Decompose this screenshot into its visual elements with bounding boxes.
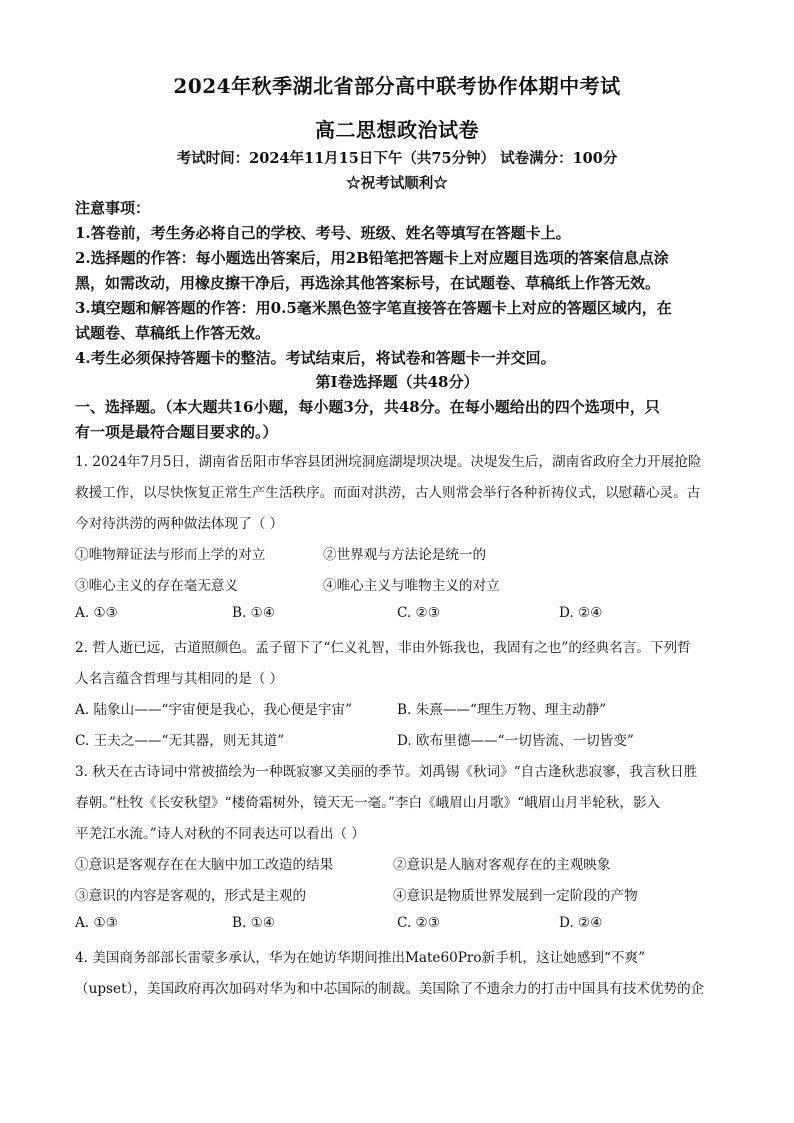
q1-stem-line-1: 1. 2024年7月5日，湖南省岳阳市华容县团洲垸洞庭湖堤坝决堤。决堤发生后，湖南省政府全力开展抢险 <box>75 454 702 470</box>
q1-option-a: A. ①③ <box>75 605 118 621</box>
q3-statement-3: ③意识的内容是客观的，形式是主观的 <box>75 888 307 904</box>
q3-option-a: A. ①③ <box>75 915 118 931</box>
q2-option-c: C. 王夫之——“无其器，则无其道” <box>75 733 285 749</box>
notice-item-2-line-1: 2.选择题的作答：每小题选出答案后，用2B铅笔把答题卡上对应题目选项的答案信息点涂 <box>75 249 669 267</box>
part-1-heading: 第Ⅰ卷选择题（共48分） <box>315 373 479 391</box>
q3-statement-1: ①意识是客观存在在大脑中加工改造的结果 <box>75 857 334 873</box>
q1-statement-2: ②世界观与方法论是统一的 <box>323 547 487 563</box>
q2-stem-line-2: 人名言蕴含哲理与其相同的是（ ） <box>75 671 284 687</box>
q3-option-b: B. ①④ <box>232 915 276 931</box>
q2-option-b: B. 朱熹——“理生万物、理主动静” <box>397 702 607 718</box>
q3-stem-line-2: 春朝。”杜牧《长安秋望》“楼倚霜树外，镜天无一毫。”李白《峨眉山月歌》“峨眉山月半轮秋，影入 <box>75 795 661 811</box>
notice-item-1: 1.答卷前，考生务必将自己的学校、考号、班级、姓名等填写在答题卡上。 <box>75 224 571 242</box>
q1-statement-4: ④唯心主义与唯物主义的对立 <box>323 578 500 594</box>
exam-title: 2024年秋季湖北省部分高中联考协作体期中考试 <box>173 74 621 98</box>
q4-stem-line-1: 4. 美国商务部部长雷蒙多承认，华为在她访华期间推出Mate60Pro新手机，这让她感到“不爽” <box>75 950 646 966</box>
q2-option-a: A. 陆象山——“宇宙便是我心，我心便是宇宙” <box>75 702 353 718</box>
exam-info: 考试时间：2024年11月15日下午（共75分钟） 试卷满分：100分 <box>176 150 618 167</box>
q3-stem-line-1: 3. 秋天在古诗词中常被描绘为一种既寂寥又美丽的季节。刘禹锡《秋词》“自古逢秋悲寂寥，我言秋日胜 <box>75 764 698 780</box>
q1-option-d: D. ②④ <box>559 605 603 621</box>
q3-option-c: C. ②③ <box>397 915 440 931</box>
exam-blessing: ☆祝考试顺利☆ <box>346 175 448 192</box>
section-1-instructions-line-2: 有一项是最符合题目要求的。） <box>75 423 278 441</box>
q1-stem-line-2: 救援工作，以尽快恢复正常生产生活秩序。而面对洪涝，古人则常会举行各种祈祷仪式，以慰藉心灵。古 <box>75 485 701 501</box>
notice-heading: 注意事项： <box>75 199 151 217</box>
notice-item-3-line-2: 试题卷、草稿纸上作答无效。 <box>75 324 271 342</box>
q4-stem-line-2: （upset），美国政府再次加码对华为和中芯国际的制裁。美国除了不遗余力的打击中国具有技术优势的企 <box>75 981 705 997</box>
notice-item-2-line-2: 黑，如需改动，用橡皮擦干净后，再选涂其他答案标号，在试题卷、草稿纸上作答无效。 <box>75 274 661 292</box>
section-1-instructions-line-1: 一、选择题。（本大题共16小题，每小题3分，共48分。在每小题给出的四个选项中，只 <box>75 398 660 416</box>
notice-item-3-line-1: 3.填空题和解答题的作答：用0.5毫米黑色签字笔直接答在答题卡上对应的答题区域内，在 <box>75 299 672 317</box>
q2-stem-line-1: 2. 哲人逝已远，古道照颜色。孟子留下了“仁义礼智，非由外铄我也，我固有之也”的经典名言。下列哲 <box>75 640 691 656</box>
exam-subtitle: 高二思想政治试卷 <box>315 118 479 142</box>
q3-stem-line-3: 平羌江水流。”诗人对秋的不同表达可以看出（ ） <box>75 826 365 842</box>
q1-option-c: C. ②③ <box>397 605 440 621</box>
q1-statement-1: ①唯物辩证法与形而上学的对立 <box>75 547 266 563</box>
q1-stem-line-3: 今对待洪涝的两种做法体现了（ ） <box>75 516 284 532</box>
q3-option-d: D. ②④ <box>559 915 603 931</box>
q3-statement-4: ④意识是物质世界发展到一定阶段的产物 <box>393 888 638 904</box>
q2-option-d: D. 欧布里德——“一切皆流、一切皆变” <box>397 733 634 749</box>
q1-option-b: B. ①④ <box>232 605 276 621</box>
q3-statement-2: ②意识是人脑对客观存在的主观映象 <box>393 857 611 873</box>
notice-item-4: 4.考生必须保持答题卡的整洁。考试结束后，将试卷和答题卡一并交回。 <box>75 349 556 367</box>
q1-statement-3: ③唯心主义的存在毫无意义 <box>75 578 239 594</box>
